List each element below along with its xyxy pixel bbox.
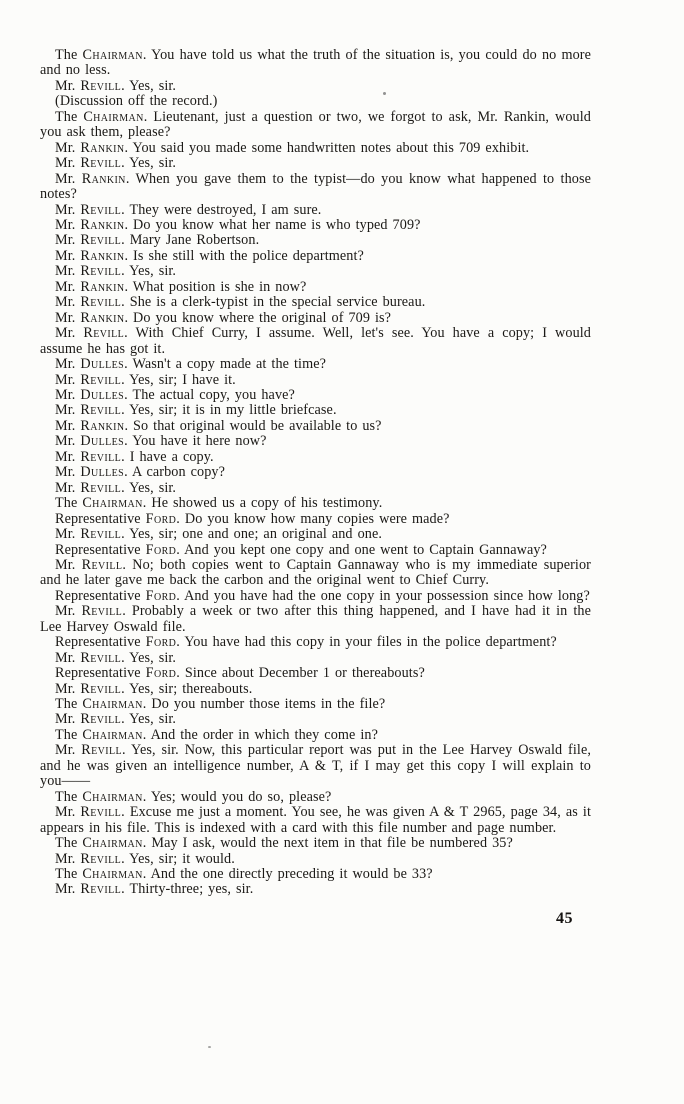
speaker-name: Representative Ford. bbox=[55, 634, 180, 651]
speaker-name: Mr. Revill. bbox=[55, 881, 125, 898]
transcript-paragraph: Mr. Rankin. Do you know where the original of 709 is? bbox=[55, 309, 392, 326]
transcript-paragraph: Mr. Dulles. The actual copy, you have? bbox=[55, 386, 295, 403]
transcript-paragraph: Mr. Revill. Yes, sir. bbox=[55, 649, 177, 666]
speaker-name: Mr. Dulles. bbox=[55, 433, 128, 450]
speaker-name: Representative Ford. bbox=[55, 665, 180, 682]
transcript-paragraph: Representative Ford. Do you know how many copies were made? bbox=[55, 510, 450, 527]
speaker-name: Mr. Revill. bbox=[55, 556, 127, 573]
speaker-name: Mr. Revill. bbox=[55, 479, 125, 496]
transcript-paragraph: Mr. Rankin. Is she still with the police department? bbox=[55, 247, 364, 264]
speaker-name: The Chairman. bbox=[55, 835, 147, 852]
transcript-paragraph: Mr. Rankin. When you gave them to the typist—do you know what happened to those notes? bbox=[40, 170, 591, 203]
speaker-name: Mr. Revill. bbox=[55, 603, 126, 620]
speaker-name: Mr. Revill. bbox=[55, 201, 125, 218]
speaker-name: The Chairman. bbox=[55, 696, 147, 713]
speaker-name: Mr. Revill. bbox=[55, 77, 125, 94]
transcript-paragraph: Mr. Rankin. You said you made some handwritten notes about this 709 exhibit. bbox=[55, 139, 530, 156]
speaker-name: The Chairman. bbox=[55, 108, 148, 125]
speaker-name: Representative Ford. bbox=[55, 541, 180, 558]
speaker-name: Mr. Revill. bbox=[55, 850, 125, 867]
transcript-paragraph: The Chairman. Yes; would you do so, please? bbox=[55, 788, 332, 805]
transcript-paragraph: Representative Ford. Since about December 1 or thereabouts? bbox=[55, 665, 425, 682]
speaker-name: Mr. Revill. bbox=[55, 155, 125, 172]
speaker-name: Mr. Revill. bbox=[55, 448, 125, 465]
transcript-paragraph: Mr. Revill. Yes, sir; thereabouts. bbox=[55, 680, 253, 697]
speaker-name: Mr. Revill. bbox=[55, 526, 125, 543]
transcript-paragraph: The Chairman. Lieutenant, just a question or two, we forgot to ask, Mr. Rankin, would you ask them, please? bbox=[40, 108, 591, 141]
speaker-name: Mr. Revill. bbox=[55, 402, 125, 419]
transcript-paragraph: Mr. Revill. Probably a week or two after this thing happened, and I have had it in the Lee Harvey Oswald file. bbox=[40, 603, 591, 635]
speaker-name: Mr. Revill. bbox=[55, 680, 125, 697]
speaker-name: Mr. Rankin. bbox=[55, 278, 129, 295]
speaker-name: Mr. Rankin. bbox=[55, 216, 129, 233]
transcript-paragraph: Mr. Revill. Yes, sir. bbox=[55, 155, 177, 172]
transcript-paragraph: The Chairman. May I ask, would the next item in that file be numbered 35? bbox=[55, 835, 513, 852]
transcript-paragraph: Mr. Revill. Yes, sir; I have it. bbox=[55, 371, 236, 388]
transcript-paragraph: Mr. Revill. They were destroyed, I am sure. bbox=[55, 201, 322, 218]
speaker-name: Mr. Rankin. bbox=[55, 417, 129, 434]
transcript-paragraph: Representative Ford. You have had this copy in your files in the police department? bbox=[55, 634, 557, 651]
speaker-name: Mr. Revill. bbox=[55, 804, 125, 821]
transcript-paragraph: Mr. Rankin. So that original would be available to us? bbox=[55, 417, 382, 434]
transcript-paragraph: Mr. Dulles. You have it here now? bbox=[55, 433, 267, 450]
transcript-paragraph: Mr. Revill. I have a copy. bbox=[55, 448, 214, 465]
transcript-paragraph: Representative Ford. And you kept one copy and one went to Captain Gannaway? bbox=[55, 541, 547, 558]
transcript-paragraph: Mr. Revill. Yes, sir. bbox=[55, 77, 177, 94]
speaker-name: Mr. Revill. bbox=[55, 742, 126, 759]
speaker-name: Mr. Rankin. bbox=[55, 170, 130, 187]
transcript-paragraph: Mr. Revill. Yes, sir. Now, this particular report was put in the Lee Harvey Oswald file, and he was given an intelligence number, A & T, if I may get this copy I will explain to you—— bbox=[40, 742, 591, 790]
transcript-paragraph: Mr. Dulles. Wasn't a copy made at the time? bbox=[55, 356, 326, 373]
transcript-paragraph: Mr. Revill. Yes, sir; it is in my little briefcase. bbox=[55, 402, 337, 419]
transcript-paragraph: The Chairman. He showed us a copy of his testimony. bbox=[55, 495, 383, 512]
speaker-name: Representative Ford. bbox=[55, 510, 180, 527]
speaker-name: Mr. Dulles. bbox=[55, 464, 128, 481]
transcript-paragraph: The Chairman. Do you number those items in the file? bbox=[55, 696, 386, 713]
transcript-paragraph: Mr. Dulles. A carbon copy? bbox=[55, 464, 225, 481]
transcript-paragraph: Mr. Revill. Thirty-three; yes, sir. bbox=[55, 881, 254, 898]
transcript-paragraph: Mr. Rankin. What position is she in now? bbox=[55, 278, 307, 295]
scan-speck bbox=[208, 1046, 211, 1048]
transcript-paragraph: Mr. Revill. Yes, sir. bbox=[55, 711, 177, 728]
transcript-paragraph: Mr. Revill. Yes, sir; one and one; an original and one. bbox=[55, 526, 383, 543]
speaker-name: The Chairman. bbox=[55, 495, 147, 512]
speaker-name: Representative Ford. bbox=[55, 587, 180, 604]
speaker-name: Mr. Revill. bbox=[55, 294, 125, 311]
speaker-name: Mr. Revill. bbox=[55, 371, 125, 388]
transcript-paragraph: The Chairman. And the order in which they come in? bbox=[55, 726, 379, 743]
speaker-name: Mr. Revill. bbox=[55, 649, 125, 666]
scan-speck bbox=[383, 92, 386, 95]
transcript-paragraph: Mr. Rankin. Do you know what her name is who typed 709? bbox=[55, 216, 421, 233]
speaker-name: Mr. Rankin. bbox=[55, 309, 129, 326]
speaker-name: Mr. Dulles. bbox=[55, 386, 128, 403]
speaker-name: The Chairman. bbox=[55, 866, 147, 883]
speaker-name: Mr. Dulles. bbox=[55, 356, 128, 373]
transcript-paragraph: The Chairman. You have told us what the truth of the situation is, you could do no more and no less. bbox=[40, 47, 591, 79]
transcript-paragraph: Representative Ford. And you have had the one copy in your possession since how long? bbox=[55, 587, 590, 604]
transcript-paragraph: Mr. Revill. Yes, sir. bbox=[55, 263, 177, 280]
transcript-paragraph: Mr. Revill. She is a clerk-typist in the special service bureau. bbox=[55, 294, 426, 311]
transcript-paragraph: Mr. Revill. Mary Jane Robertson. bbox=[55, 232, 260, 249]
transcript-paragraph: Mr. Revill. No; both copies went to Captain Gannaway who is my immediate superior and he later gave me back the carbon and the original went to Chief Curry. bbox=[40, 556, 591, 589]
speaker-name: The Chairman. bbox=[55, 726, 147, 743]
speaker-name: Mr. Rankin. bbox=[55, 247, 129, 264]
page-number: 45 bbox=[556, 909, 573, 927]
speaker-name: Mr. Rankin. bbox=[55, 139, 129, 156]
speaker-name: The Chairman. bbox=[55, 47, 147, 63]
transcript-paragraph: Mr. Revill. Yes, sir; it would. bbox=[55, 850, 235, 867]
stage-direction: (Discussion off the record.) bbox=[55, 93, 218, 110]
transcript-paragraph: Mr. Revill. With Chief Curry, I assume. Well, let's see. You have a copy; I would assume he has got it. bbox=[40, 325, 591, 357]
speaker-name: Mr. Revill. bbox=[55, 232, 125, 249]
speaker-name: Mr. Revill. bbox=[55, 711, 125, 728]
transcript-paragraph: Mr. Revill. Excuse me just a moment. You see, he was given A & T 2965, page 34, as it appears in his file. This is indexed with a card with this file number and page number. bbox=[40, 804, 591, 836]
speaker-name: Mr. Revill. bbox=[55, 263, 125, 280]
speaker-name: The Chairman. bbox=[55, 788, 147, 805]
transcript-paragraph: Mr. Revill. Yes, sir. bbox=[55, 479, 177, 496]
transcript bbox=[40, 48, 591, 926]
transcript-paragraph: The Chairman. And the one directly preceding it would be 33? bbox=[55, 866, 433, 883]
speaker-name: Mr. Revill. bbox=[55, 325, 128, 342]
